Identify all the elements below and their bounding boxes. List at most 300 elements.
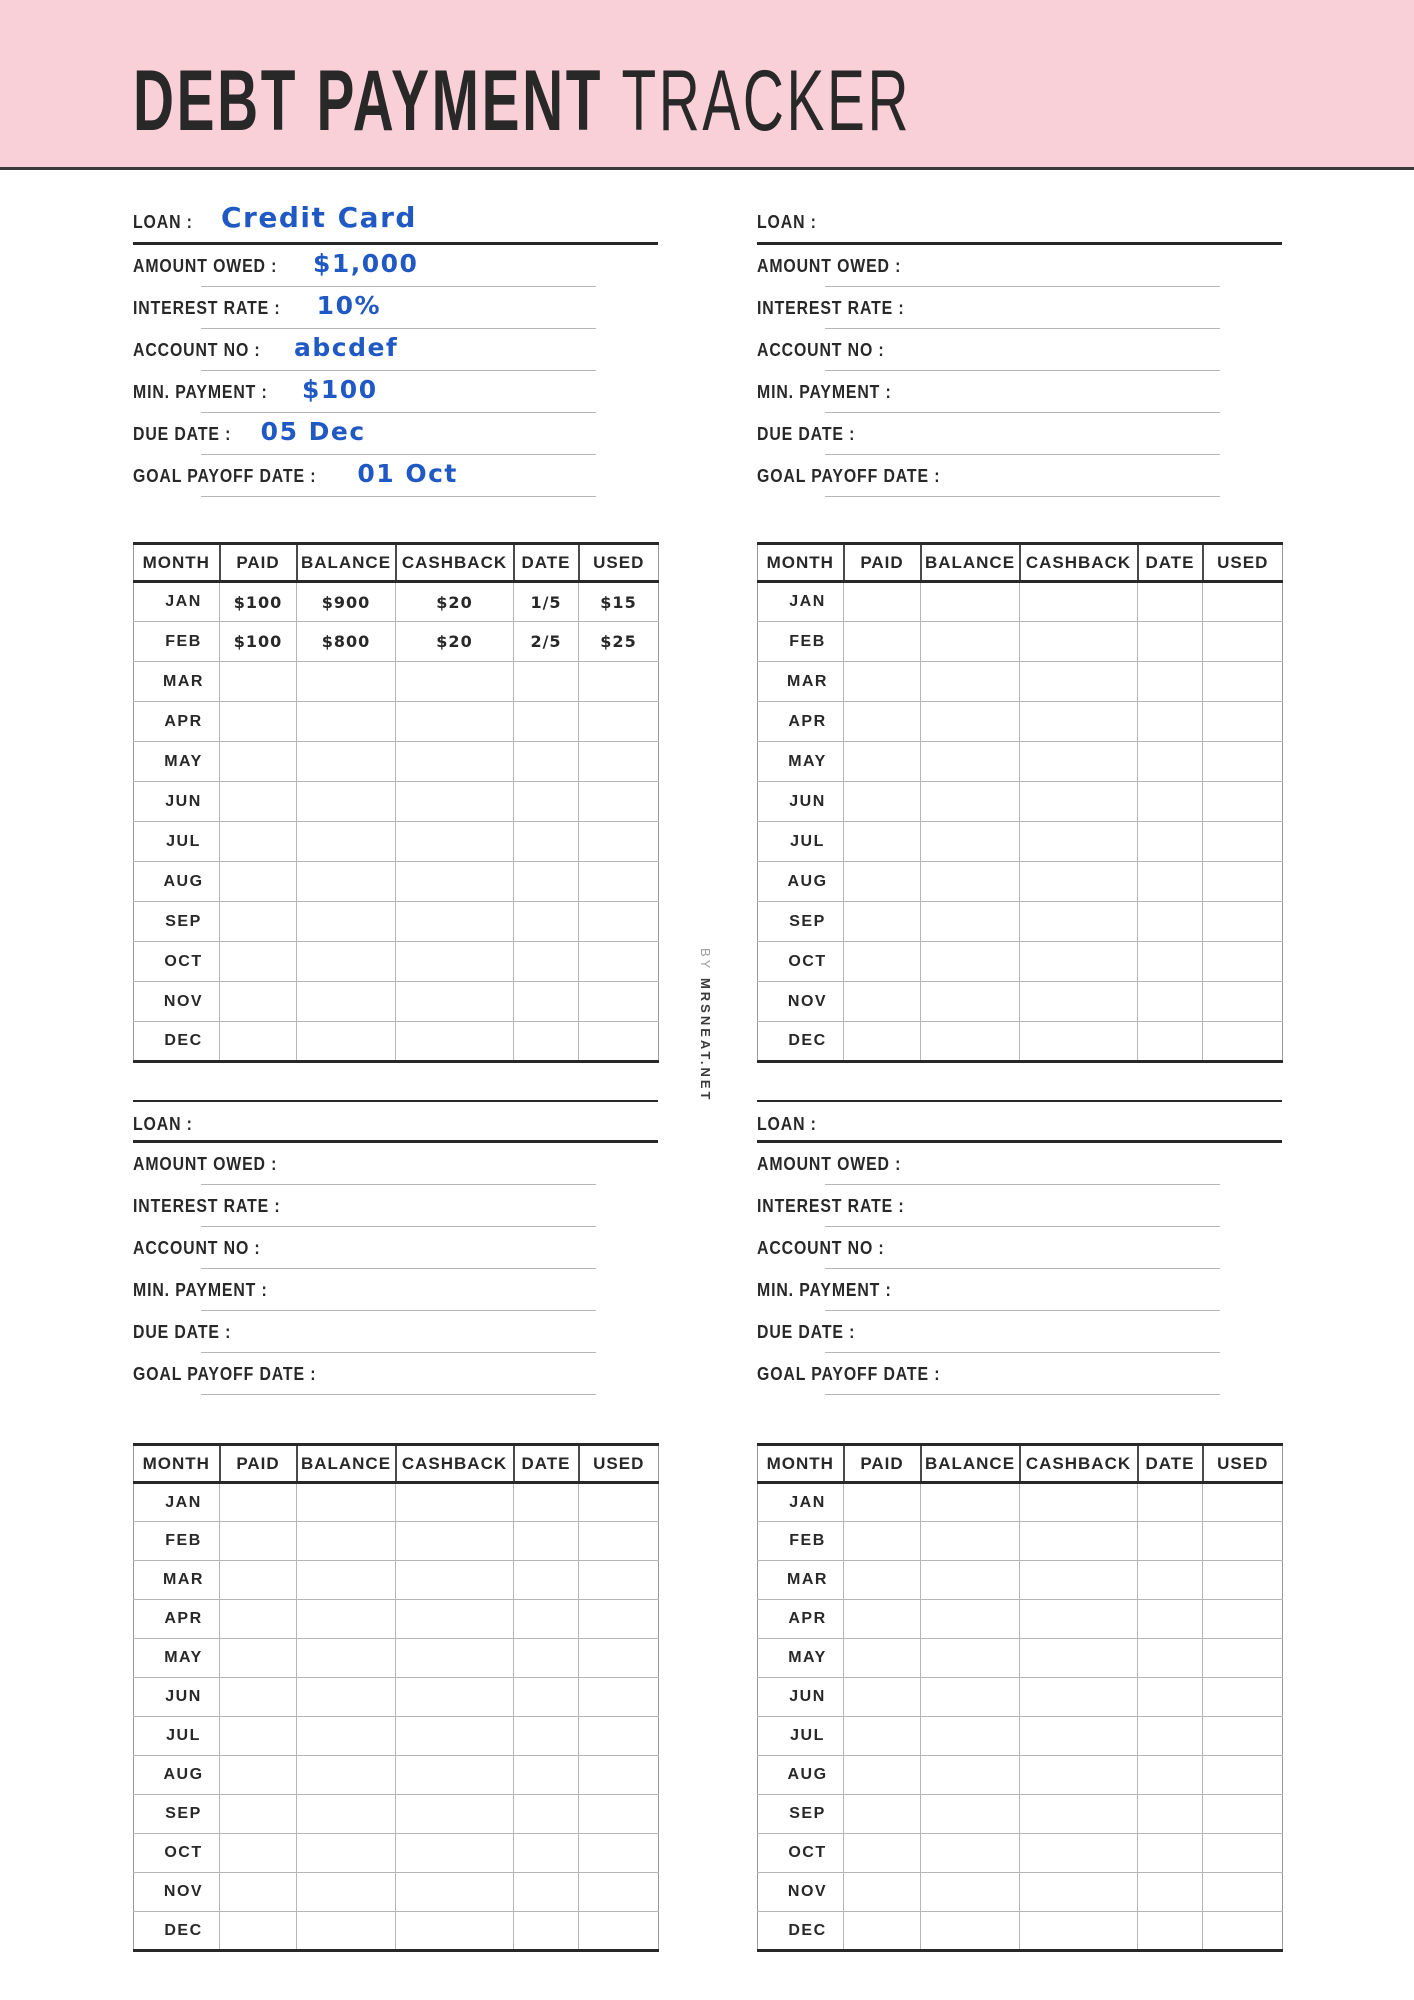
jun-paid-cell (844, 1678, 921, 1717)
field-underline (825, 1268, 1220, 1269)
nov-cashback-cell (1020, 1873, 1138, 1912)
field-underline (201, 370, 596, 371)
account-no-field (133, 1237, 658, 1279)
loan-field (133, 1100, 658, 1143)
month-row-jun (758, 1678, 1283, 1717)
interest-rate-label: INTEREST RATE : (133, 298, 281, 318)
nov-used-cell (1203, 982, 1283, 1022)
aug-used-cell (1203, 862, 1283, 902)
min-payment-field (757, 381, 1282, 423)
nov-balance-cell (297, 1873, 396, 1912)
month-cell-dec: DEC (134, 1912, 220, 1951)
tracker-table-top-left (133, 542, 659, 1063)
oct-date-cell (1138, 1834, 1203, 1873)
dec-used-cell (579, 1912, 659, 1951)
jun-balance-cell (297, 782, 396, 822)
apr-paid-cell (844, 1600, 921, 1639)
jan-used-cell (579, 1483, 659, 1522)
jul-used-cell (579, 1717, 659, 1756)
feb-cashback-cell (1020, 622, 1138, 662)
aug-date-cell (1138, 862, 1203, 902)
aug-cashback-cell (396, 862, 514, 902)
oct-paid-cell (220, 1834, 297, 1873)
due-date-label: DUE DATE : (757, 424, 856, 444)
page-title-light: TRACKER (621, 53, 912, 149)
jun-balance-cell (921, 1678, 1020, 1717)
dec-date-cell (1138, 1912, 1203, 1951)
amount-owed-label: AMOUNT OWED : (757, 1154, 902, 1174)
interest-rate-label: INTEREST RATE : (757, 1196, 905, 1216)
debt-section-bottom-right (757, 1100, 1282, 1405)
month-cell-jun: JUN (758, 1678, 844, 1717)
col-header-paid: PAID (220, 544, 297, 582)
month-cell-mar: MAR (758, 1561, 844, 1600)
amount-owed-field (133, 249, 658, 297)
month-cell-jan: JAN (134, 1483, 220, 1522)
tracker-table-bottom-left (133, 1443, 659, 1952)
oct-cashback-cell (396, 1834, 514, 1873)
feb-balance-cell: $800 (297, 622, 396, 662)
month-cell-aug: AUG (758, 862, 844, 902)
month-row-feb (134, 622, 659, 662)
nov-used-cell (579, 1873, 659, 1912)
debt-section-top-right (757, 170, 1282, 507)
field-underline (201, 496, 596, 497)
apr-paid-cell (220, 702, 297, 742)
dec-used-cell (1203, 1022, 1283, 1062)
month-row-sep (134, 902, 659, 942)
field-underline (825, 328, 1220, 329)
month-row-aug (134, 1756, 659, 1795)
mar-paid-cell (220, 1561, 297, 1600)
jul-balance-cell (921, 1717, 1020, 1756)
may-date-cell (1138, 1639, 1203, 1678)
month-row-mar (134, 1561, 659, 1600)
jul-used-cell (1203, 822, 1283, 862)
goal-payoff-date-field (757, 1363, 1282, 1405)
jan-used-cell (1203, 1483, 1283, 1522)
mar-paid-cell (220, 662, 297, 702)
jan-balance-cell (297, 1483, 396, 1522)
aug-paid-cell (220, 862, 297, 902)
may-paid-cell (220, 742, 297, 782)
jun-balance-cell (297, 1678, 396, 1717)
apr-balance-cell (921, 1600, 1020, 1639)
sep-cashback-cell (396, 902, 514, 942)
jan-balance-cell: $900 (297, 582, 396, 622)
aug-date-cell (1138, 1756, 1203, 1795)
field-underline (201, 1310, 596, 1311)
dec-used-cell (579, 1022, 659, 1062)
col-header-cashback: CASHBACK (396, 1445, 514, 1483)
loan-field (757, 170, 1282, 245)
month-row-sep (758, 1795, 1283, 1834)
feb-date-cell (1138, 622, 1203, 662)
jul-balance-cell (297, 822, 396, 862)
jun-used-cell (1203, 1678, 1283, 1717)
feb-used-cell (579, 1522, 659, 1561)
nov-balance-cell (921, 1873, 1020, 1912)
col-header-paid: PAID (844, 1445, 921, 1483)
loan-label: LOAN : (133, 1114, 193, 1134)
loan-field (757, 1100, 1282, 1143)
nov-paid-cell (844, 1873, 921, 1912)
col-header-cashback: CASHBACK (1020, 1445, 1138, 1483)
col-header-balance: BALANCE (921, 1445, 1020, 1483)
month-row-mar (134, 662, 659, 702)
min-payment-field (757, 1279, 1282, 1321)
sep-paid-cell (844, 902, 921, 942)
due-date-field (133, 1321, 658, 1363)
col-header-paid: PAID (220, 1445, 297, 1483)
month-cell-jan: JAN (134, 582, 220, 622)
apr-date-cell (514, 702, 579, 742)
month-row-jul (758, 822, 1283, 862)
mar-used-cell (1203, 662, 1283, 702)
nov-date-cell (514, 982, 579, 1022)
month-row-jan (758, 1483, 1283, 1522)
month-cell-dec: DEC (758, 1912, 844, 1951)
dec-paid-cell (220, 1022, 297, 1062)
col-header-date: DATE (1138, 544, 1203, 582)
month-row-apr (758, 702, 1283, 742)
sep-cashback-cell (396, 1795, 514, 1834)
oct-date-cell (514, 942, 579, 982)
apr-cashback-cell (1020, 702, 1138, 742)
sep-paid-cell (844, 1795, 921, 1834)
month-cell-jun: JUN (758, 782, 844, 822)
interest-rate-value: 10% (316, 291, 382, 320)
field-underline (825, 370, 1220, 371)
col-header-cashback: CASHBACK (1020, 544, 1138, 582)
field-underline (825, 1394, 1220, 1395)
sep-used-cell (1203, 902, 1283, 942)
account-no-field (757, 1237, 1282, 1279)
aug-used-cell (579, 862, 659, 902)
month-cell-feb: FEB (758, 1522, 844, 1561)
oct-used-cell (1203, 942, 1283, 982)
may-used-cell (579, 1639, 659, 1678)
aug-balance-cell (921, 1756, 1020, 1795)
apr-balance-cell (297, 1600, 396, 1639)
oct-cashback-cell (1020, 942, 1138, 982)
month-cell-dec: DEC (134, 1022, 220, 1062)
month-cell-jul: JUL (758, 1717, 844, 1756)
month-cell-oct: OCT (758, 942, 844, 982)
month-cell-jan: JAN (758, 582, 844, 622)
sep-paid-cell (220, 1795, 297, 1834)
aug-balance-cell (297, 862, 396, 902)
loan-label: LOAN : (757, 1114, 817, 1134)
feb-cashback-cell: $20 (396, 622, 514, 662)
due-date-label: DUE DATE : (133, 424, 232, 444)
month-cell-dec: DEC (758, 1022, 844, 1062)
jan-date-cell (1138, 582, 1203, 622)
nov-paid-cell (220, 982, 297, 1022)
nov-paid-cell (844, 982, 921, 1022)
min-payment-label: MIN. PAYMENT : (133, 1280, 268, 1300)
account-no-label: ACCOUNT NO : (757, 1238, 885, 1258)
dec-balance-cell (921, 1022, 1020, 1062)
month-cell-may: MAY (758, 742, 844, 782)
oct-balance-cell (921, 1834, 1020, 1873)
field-underline (201, 1394, 596, 1395)
month-row-may (134, 1639, 659, 1678)
sep-balance-cell (921, 902, 1020, 942)
oct-balance-cell (297, 1834, 396, 1873)
feb-paid-cell: $100 (220, 622, 297, 662)
month-cell-feb: FEB (134, 1522, 220, 1561)
apr-used-cell (1203, 1600, 1283, 1639)
jan-paid-cell (844, 1483, 921, 1522)
feb-paid-cell (844, 622, 921, 662)
aug-cashback-cell (396, 1756, 514, 1795)
mar-used-cell (579, 1561, 659, 1600)
col-header-month: MONTH (134, 544, 220, 582)
month-row-oct (758, 1834, 1283, 1873)
col-header-used: USED (1203, 544, 1283, 582)
may-paid-cell (844, 742, 921, 782)
field-underline (825, 1226, 1220, 1227)
due-date-field (757, 1321, 1282, 1363)
min-payment-field (133, 375, 658, 423)
month-row-dec (758, 1022, 1283, 1062)
aug-paid-cell (220, 1756, 297, 1795)
jul-date-cell (514, 822, 579, 862)
interest-rate-field (133, 1195, 658, 1237)
feb-date-cell (514, 1522, 579, 1561)
month-cell-aug: AUG (134, 1756, 220, 1795)
field-underline (201, 1184, 596, 1185)
mar-used-cell (579, 662, 659, 702)
col-header-month: MONTH (134, 1445, 220, 1483)
may-cashback-cell (396, 742, 514, 782)
feb-used-cell (1203, 1522, 1283, 1561)
oct-cashback-cell (1020, 1834, 1138, 1873)
jun-used-cell (579, 782, 659, 822)
jul-paid-cell (220, 822, 297, 862)
amount-owed-field (133, 1153, 658, 1195)
may-used-cell (579, 742, 659, 782)
tracker-header-row (134, 1445, 659, 1483)
jul-used-cell (1203, 1717, 1283, 1756)
sep-date-cell (1138, 1795, 1203, 1834)
jun-date-cell (1138, 782, 1203, 822)
feb-paid-cell (844, 1522, 921, 1561)
sep-cashback-cell (1020, 902, 1138, 942)
col-header-paid: PAID (844, 544, 921, 582)
apr-used-cell (579, 1600, 659, 1639)
month-row-apr (134, 702, 659, 742)
col-header-date: DATE (514, 1445, 579, 1483)
jun-cashback-cell (396, 1678, 514, 1717)
apr-cashback-cell (396, 702, 514, 742)
month-row-dec (758, 1912, 1283, 1951)
account-no-field (133, 333, 658, 381)
oct-cashback-cell (396, 942, 514, 982)
month-cell-mar: MAR (134, 1561, 220, 1600)
jan-cashback-cell (396, 1483, 514, 1522)
month-cell-mar: MAR (758, 662, 844, 702)
month-cell-sep: SEP (758, 1795, 844, 1834)
jun-date-cell (514, 1678, 579, 1717)
mar-balance-cell (297, 1561, 396, 1600)
nov-cashback-cell (396, 982, 514, 1022)
goal-payoff-date-value: 01 Oct (357, 459, 458, 488)
min-payment-label: MIN. PAYMENT : (757, 382, 892, 402)
field-underline (201, 286, 596, 287)
oct-used-cell (1203, 1834, 1283, 1873)
goal-payoff-date-label: GOAL PAYOFF DATE : (757, 466, 941, 486)
month-row-dec (134, 1912, 659, 1951)
amount-owed-value: $1,000 (312, 249, 419, 278)
account-no-label: ACCOUNT NO : (133, 340, 261, 360)
jan-paid-cell: $100 (220, 582, 297, 622)
month-cell-nov: NOV (758, 982, 844, 1022)
goal-payoff-date-label: GOAL PAYOFF DATE : (133, 1364, 317, 1384)
month-row-may (758, 742, 1283, 782)
feb-cashback-cell (396, 1522, 514, 1561)
jul-paid-cell (220, 1717, 297, 1756)
goal-payoff-date-label: GOAL PAYOFF DATE : (757, 1364, 941, 1384)
month-cell-aug: AUG (134, 862, 220, 902)
sep-used-cell (579, 1795, 659, 1834)
jan-date-cell (514, 1483, 579, 1522)
jan-paid-cell (220, 1483, 297, 1522)
jul-cashback-cell (396, 822, 514, 862)
mar-used-cell (1203, 1561, 1283, 1600)
jan-cashback-cell: $20 (396, 582, 514, 622)
field-underline (825, 412, 1220, 413)
account-no-value: abcdef (294, 333, 399, 362)
dec-paid-cell (220, 1912, 297, 1951)
goal-payoff-date-field (133, 1363, 658, 1405)
min-payment-label: MIN. PAYMENT : (133, 382, 268, 402)
field-underline (201, 1226, 596, 1227)
sep-date-cell (1138, 902, 1203, 942)
aug-paid-cell (844, 1756, 921, 1795)
jan-date-cell (1138, 1483, 1203, 1522)
month-row-aug (134, 862, 659, 902)
dec-balance-cell (297, 1912, 396, 1951)
mar-date-cell (514, 1561, 579, 1600)
nov-date-cell (514, 1873, 579, 1912)
tracker-header-row (758, 544, 1283, 582)
month-cell-mar: MAR (134, 662, 220, 702)
jul-paid-cell (844, 822, 921, 862)
sep-date-cell (514, 902, 579, 942)
col-header-used: USED (579, 1445, 659, 1483)
col-header-cashback: CASHBACK (396, 544, 514, 582)
may-cashback-cell (1020, 742, 1138, 782)
amount-owed-label: AMOUNT OWED : (133, 256, 278, 276)
feb-date-cell: 2/5 (514, 622, 579, 662)
sep-used-cell (1203, 1795, 1283, 1834)
feb-paid-cell (220, 1522, 297, 1561)
mar-paid-cell (844, 1561, 921, 1600)
jan-balance-cell (921, 582, 1020, 622)
month-row-sep (134, 1795, 659, 1834)
feb-balance-cell (921, 1522, 1020, 1561)
may-paid-cell (220, 1639, 297, 1678)
col-header-used: USED (579, 544, 659, 582)
dec-date-cell (1138, 1022, 1203, 1062)
month-row-jan (134, 582, 659, 622)
feb-used-cell (1203, 622, 1283, 662)
oct-paid-cell (844, 942, 921, 982)
account-no-field (757, 339, 1282, 381)
tracker-header-row (134, 544, 659, 582)
month-cell-jul: JUL (134, 1717, 220, 1756)
field-underline (825, 1352, 1220, 1353)
jan-balance-cell (921, 1483, 1020, 1522)
mar-date-cell (1138, 1561, 1203, 1600)
interest-rate-label: INTEREST RATE : (757, 298, 905, 318)
nov-used-cell (1203, 1873, 1283, 1912)
may-balance-cell (921, 1639, 1020, 1678)
field-underline (201, 328, 596, 329)
aug-balance-cell (921, 862, 1020, 902)
apr-used-cell (579, 702, 659, 742)
month-row-nov (134, 1873, 659, 1912)
month-cell-jan: JAN (758, 1483, 844, 1522)
aug-balance-cell (297, 1756, 396, 1795)
debt-section-top-left (133, 170, 658, 507)
month-cell-feb: FEB (758, 622, 844, 662)
jul-date-cell (514, 1717, 579, 1756)
month-row-jan (134, 1483, 659, 1522)
aug-used-cell (1203, 1756, 1283, 1795)
month-row-may (758, 1639, 1283, 1678)
jul-cashback-cell (1020, 1717, 1138, 1756)
amount-owed-label: AMOUNT OWED : (757, 256, 902, 276)
apr-paid-cell (844, 702, 921, 742)
dec-paid-cell (844, 1912, 921, 1951)
interest-rate-field (757, 1195, 1282, 1237)
month-cell-sep: SEP (758, 902, 844, 942)
feb-date-cell (1138, 1522, 1203, 1561)
sep-balance-cell (297, 1795, 396, 1834)
sep-date-cell (514, 1795, 579, 1834)
col-header-balance: BALANCE (297, 1445, 396, 1483)
jun-date-cell (514, 782, 579, 822)
month-row-mar (758, 1561, 1283, 1600)
min-payment-label: MIN. PAYMENT : (757, 1280, 892, 1300)
min-payment-value: $100 (302, 375, 378, 404)
month-row-jun (758, 782, 1283, 822)
due-date-label: DUE DATE : (133, 1322, 232, 1342)
may-used-cell (1203, 742, 1283, 782)
month-cell-sep: SEP (134, 902, 220, 942)
apr-balance-cell (921, 702, 1020, 742)
month-row-jun (134, 782, 659, 822)
apr-balance-cell (297, 702, 396, 742)
jun-used-cell (579, 1678, 659, 1717)
jun-cashback-cell (1020, 782, 1138, 822)
dec-cashback-cell (396, 1022, 514, 1062)
page-title (133, 53, 912, 149)
jan-used-cell: $15 (579, 582, 659, 622)
dec-cashback-cell (396, 1912, 514, 1951)
month-row-sep (758, 902, 1283, 942)
feb-balance-cell (297, 1522, 396, 1561)
sep-cashback-cell (1020, 1795, 1138, 1834)
sep-balance-cell (921, 1795, 1020, 1834)
col-header-date: DATE (1138, 1445, 1203, 1483)
col-header-date: DATE (514, 544, 579, 582)
month-row-nov (134, 982, 659, 1022)
month-row-oct (134, 942, 659, 982)
